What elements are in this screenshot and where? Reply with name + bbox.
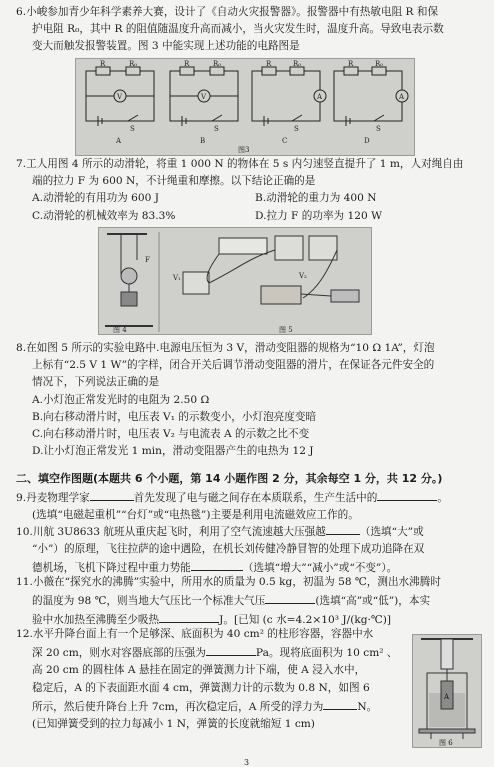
section-2-heading: 二、填空作图题(本题共 6 个小题，第 14 小题作图 2 分，其余每空 1 分，共 12 分。) <box>16 472 443 485</box>
q7-options-row-2 <box>16 208 478 225</box>
c-b-meter: V <box>201 93 207 101</box>
c-a-switch: S <box>130 125 135 133</box>
q11-line-1: 11.小薇在“探究水的沸腾”实验中，所用水的质量为 0.5 kg，初温为 58 ℃，测出水沸腾时 <box>16 576 441 588</box>
c-d-r0-label: R₀ <box>375 60 384 68</box>
q12-text-2: 深 20 cm，则水对容器底部的压强为 <box>32 647 206 660</box>
q9-blank-2[interactable] <box>377 488 437 501</box>
question-10 <box>16 522 478 578</box>
q7-line-1: 7.工人用图 4 所示的动滑轮，将重 1 000 N 的物体在 5 s 内匀速竖直提升了 1 m，人对绳自由 <box>16 158 464 170</box>
figures-4-5 <box>98 227 372 335</box>
q8-option-d: D.让小灯泡正常发光 1 min，滑动变阻器产生的电热为 12 J <box>32 445 314 458</box>
c-d-switch: S <box>376 125 381 133</box>
q10-text-2: （选填“大”或 <box>359 526 424 538</box>
q9-blank-1[interactable] <box>90 488 134 501</box>
page-number: 3 <box>244 758 250 767</box>
c-c-r-label: R <box>266 60 272 68</box>
question-7 <box>16 156 478 225</box>
q8-line-3: 情况下，下列说法正确的是 <box>32 376 160 389</box>
q7-line-2: 端的拉力 F 为 600 N，不计绳重和摩擦。以下结论正确的是 <box>32 175 316 188</box>
q9-text-3: 。 <box>437 492 448 504</box>
fig5-v1-label: V₁ <box>173 274 181 282</box>
q11-blank-1[interactable] <box>265 591 315 604</box>
q8-line-1: 8.在如图 5 所示的实验电路中.电源电压恒为 3 V，滑动变阻器的规格为“10 Ω 1A”，灯泡 <box>16 342 435 354</box>
question-11 <box>16 574 478 630</box>
figure-4-caption: 图 4 <box>113 326 127 334</box>
q9-text-2: 首先发现了电与磁之间存在本质联系，生产生活中的 <box>133 492 378 504</box>
c-a-meter: V <box>117 93 123 101</box>
q11-blank-2[interactable] <box>159 610 219 623</box>
q9-line-2: (选填“电磁起重机”“台灯”或“电热毯”)主要是利用电流磁效应工作的。 <box>32 509 359 522</box>
q12-blank-2[interactable] <box>323 697 357 710</box>
q10-text-1: 10.川航 3U8633 航班从重庆起飞时，利用了空气流速越大压强越 <box>16 526 326 538</box>
c-d-meter: A <box>399 93 405 101</box>
q12-text-5: 所示，然后使升降台上升 7cm，再次稳定后，A 所受的浮力为 <box>32 700 324 713</box>
question-6 <box>16 4 478 56</box>
q10-text-4: （选填“增大”“减小”或“不变”）。 <box>242 562 398 575</box>
q6-line-1: 6.小峻参加青少年科学素养大赛，设计了《自动火灾报警器》。报警器中有热敏电阻 R 和保 <box>16 6 439 18</box>
label-b: B <box>200 137 206 145</box>
circuit-d <box>334 67 408 126</box>
q6-line-2: 护电阻 R₀，其中 R 的阻值随温度升高而减小，当火灾发生时，温度升高。导致电表示数 <box>32 23 444 36</box>
c-c-r0-label: R₀ <box>293 60 302 68</box>
q10-blank-2[interactable] <box>191 558 243 571</box>
q10-blank-1[interactable] <box>326 522 360 535</box>
q7-option-d: D.拉力 F 的功率为 120 W <box>255 209 382 222</box>
object-a-label: A <box>444 693 450 701</box>
q12-blank-1[interactable] <box>206 643 256 656</box>
q9-text-1: 9.丹麦物理学家 <box>16 492 90 504</box>
q8-line-2: 上标有“2.5 V 1 W”的字样，闭合开关后调节滑动变阻器的滑片，在保证各元件安全的 <box>32 359 435 372</box>
q7-option-b: B.动滑轮的重力为 400 N <box>255 192 377 205</box>
q7-option-a: A.动滑轮的有用功为 600 J <box>32 192 159 205</box>
q12-line-3: 高 20 cm 的圆柱体 A 悬挂在固定的弹簧测力计下端，使 A 浸入水中， <box>32 664 366 677</box>
spring-scale-container <box>413 635 481 747</box>
question-8 <box>16 340 478 460</box>
q11-text-3: (选填“高”或“低”)，本实 <box>315 595 431 608</box>
c-b-switch: S <box>214 125 219 133</box>
c-d-r-label: R <box>348 60 354 68</box>
q11-text-4: 验中水加热至沸腾至少吸热 <box>32 614 160 627</box>
q12-line-6: (已知弹簧受到的拉力每减小 1 N，弹簧的长度就缩短 1 cm) <box>32 718 315 731</box>
q12-text-6: N。 <box>357 700 378 713</box>
q12-line-4: 稳定后，A 的下表面距水面 4 cm，弹簧测力计的示数为 0.8 N，如图 6 <box>32 681 370 694</box>
c-a-r0-label: R₀ <box>129 60 138 68</box>
label-d: D <box>364 137 370 145</box>
q12-line-1: 12.水平升降台面上有一个足够深、底面积为 40 cm² 的柱形容器，容器中水 <box>16 628 374 640</box>
q12-text-3: Pa。现将底面积为 10 cm² 、 <box>255 647 398 660</box>
c-c-meter: A <box>317 93 323 101</box>
q8-option-b: B.向右移动滑片时，电压表 V₁ 的示数变小，小灯泡亮度变暗 <box>32 410 317 423</box>
question-12 <box>16 626 402 733</box>
q8-option-a: A.小灯泡正常发光时的电阻为 2.50 Ω <box>32 393 210 406</box>
figure-6-caption: 图 6 <box>439 739 453 747</box>
c-a-r-label: R <box>100 60 106 68</box>
q7-options-row-1 <box>16 190 478 207</box>
figure-5-caption: 图 5 <box>279 326 293 334</box>
q11-text-2: 的温度为 98 ℃，则当地大气压比一个标准大气压 <box>32 595 266 608</box>
label-c: C <box>282 137 288 145</box>
c-b-r0-label: R₀ <box>213 60 222 68</box>
c-b-r-label: R <box>184 60 190 68</box>
q10-text-3: 德机场，飞机下降过程中重力势能 <box>32 562 191 575</box>
q8-option-c: C.向右移动滑片时，电压表 V₂ 与电流表 A 的示数之比不变 <box>32 428 310 441</box>
q10-line-2: “小”）的原理，飞往拉萨的途中遇险，在机长刘传健冷静冒智的处理下成功追降在双 <box>32 543 425 556</box>
q11-text-5: J。[已知 (c 水=4.2×10³ J/(kg·℃)] <box>219 614 392 627</box>
figure-3 <box>75 58 415 156</box>
circuit-c <box>252 67 326 126</box>
figure-3-caption: 图3 <box>238 146 250 154</box>
circuit-diagrams <box>76 59 414 155</box>
question-9 <box>16 488 478 524</box>
force-label: F <box>145 256 150 264</box>
figure-6 <box>412 634 482 748</box>
pulley-and-lab-circuit <box>99 228 371 334</box>
q6-line-3: 变大而触发报警装置。图 3 中能实现上述功能的电路图是 <box>32 40 300 53</box>
label-a: A <box>116 137 122 145</box>
c-c-switch: S <box>294 125 299 133</box>
fig5-v2-label: V₂ <box>299 272 307 280</box>
q7-option-c: C.动滑轮的机械效率为 83.3% <box>32 209 176 222</box>
